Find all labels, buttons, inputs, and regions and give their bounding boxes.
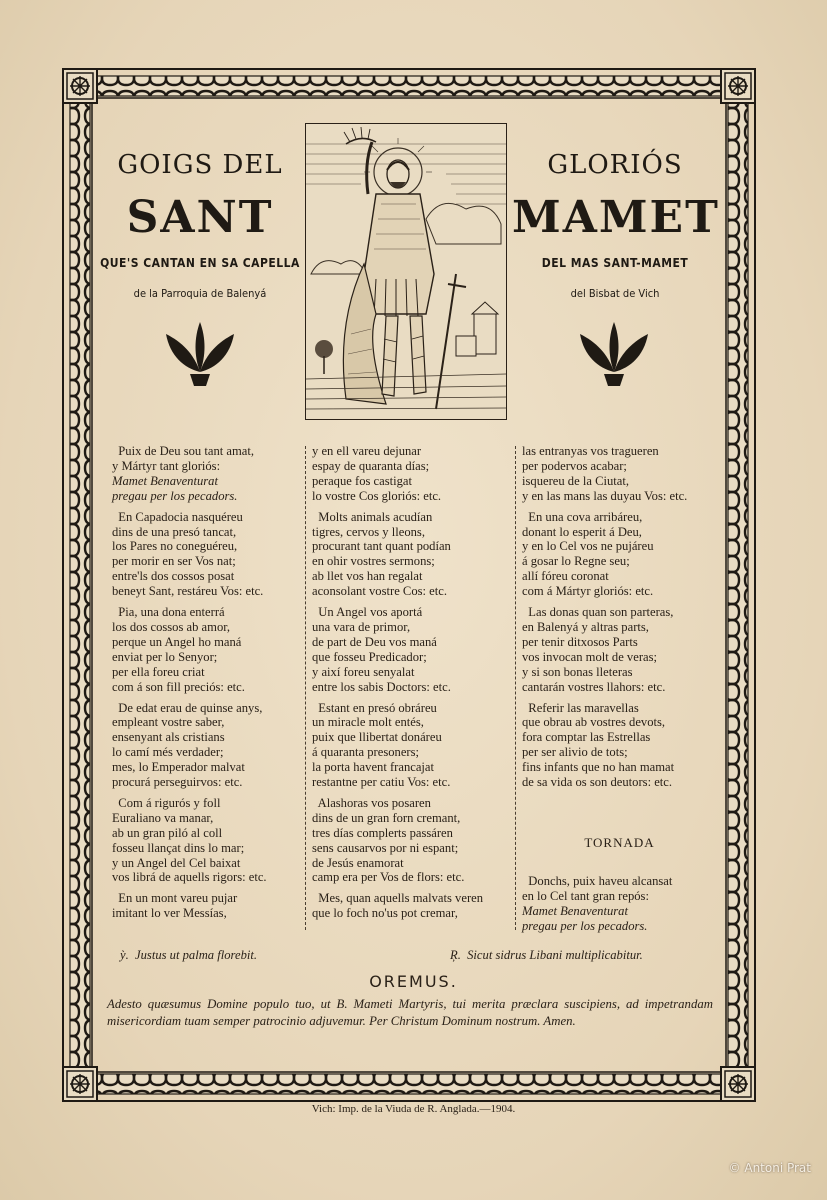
verse-line: fosseu llançat dins lo mar; — [112, 840, 245, 855]
verse-line: Molts animals acudían — [312, 509, 433, 524]
verse-line: Alashoras vos posaren — [312, 795, 431, 810]
verse-line: á gosar lo Regne seu; — [522, 554, 630, 569]
verse-line: que lo foch no'us pot cremar, — [312, 906, 458, 921]
verse-line: aconsolant vostre Cos: etc. — [312, 584, 448, 599]
verse-line: per podervos acabar; — [522, 458, 627, 473]
stanza — [522, 444, 717, 504]
verse-line: restantne per catiu Vos: etc. — [312, 775, 451, 790]
subtitle-bisbat: del Bisbat de Vich — [570, 287, 660, 300]
verse-line: en Balenyá y altras parts, — [522, 619, 649, 634]
verse-line: Puix de Deu sou tant amat, — [112, 444, 255, 458]
stanza — [522, 605, 717, 694]
prayer-text: Adesto quæsumus Domine populo tuo, ut B. Mameti Martyris, tui merita præclara suscipiens, ad impetrandam misericordiam tuam semper patrocinio adjuvemur. Per Christum Dominum nostrum. Amen. — [107, 997, 713, 1028]
verse-line: tres días complerts passáren — [312, 825, 453, 840]
verse-line: de sa vida os son deutors: etc. — [522, 775, 673, 790]
verse-line: Referir las maravellas — [522, 700, 639, 715]
stanza — [522, 510, 717, 599]
verse-line: que fosseu Predicador; — [312, 649, 427, 664]
verse-line: enviat per lo Senyor; — [112, 649, 218, 664]
verse-line: entre los sabis Doctors: etc. — [312, 679, 451, 694]
verse-line: los dos cossos ab amor, — [112, 619, 231, 634]
subtitle-parish: de la Parroquia de Balenyá — [133, 287, 267, 300]
verse-column-3 — [522, 444, 717, 796]
verse-line: mes, lo Emperador malvat — [112, 760, 245, 775]
verse-line: Pia, una dona enterrá — [112, 605, 225, 620]
stanza — [112, 605, 307, 694]
verse-line: ensenyant als cristians — [112, 730, 225, 745]
verse-line: pregau per los pecadors. — [112, 488, 238, 503]
verse-column-2 — [312, 444, 512, 927]
verse-line: sens causarvos por ni espant; — [312, 840, 459, 855]
verse-line: per ella foreu criat — [112, 664, 205, 679]
verse-line: cantarán vostres llahors: etc. — [522, 679, 666, 694]
verse-line: y en lo Cel vos ne pujáreu — [522, 539, 654, 554]
verse-line: En Capadocia nasquéreu — [112, 509, 243, 524]
verse-line: de Jesús enamorat — [312, 855, 404, 870]
stanza — [312, 444, 512, 504]
column-divider — [515, 446, 516, 930]
verse-line: Las donas quan son parteras, — [522, 605, 674, 620]
verse-line: y així foreu senyalat — [312, 664, 415, 679]
verse-line: ab llet vos han regalat — [312, 569, 423, 584]
verse-line: y un Angel del Cel baixat — [112, 855, 241, 870]
verse-line: entre'ls dos cossos posat — [112, 569, 235, 584]
verse-line: de part de Deu vos maná — [312, 634, 437, 649]
verse-line: Euraliano va manar, — [112, 810, 214, 825]
stanza — [112, 444, 307, 504]
title-mamet: MAMET — [512, 192, 720, 243]
verse-line: perque un Angel ho maná — [112, 634, 242, 649]
verse-line: una vara de primor, — [312, 619, 411, 634]
verse-line: empleant vostre saber, — [112, 715, 225, 730]
oremus-heading: OREMUS. — [369, 972, 458, 991]
verse-line: un miracle molt entés, — [312, 715, 424, 730]
verse-line: vos invocan molt de veras; — [522, 649, 658, 664]
verse-line: De edat erau de quinse anys, — [112, 700, 263, 715]
response: Ŗ. Sicut sidrus Libani multiplicabitur. — [450, 948, 643, 962]
versicle: ỳ. Justus ut palma florebit. — [120, 948, 258, 962]
verse-line: donant lo esperit á Deu, — [522, 524, 642, 539]
verse-line: En una cova arribáreu, — [522, 509, 643, 524]
stanza — [312, 891, 512, 921]
verse-line: á quaranta presoners; — [312, 745, 419, 760]
tornada-line: Donchs, puix haveu alcansat — [522, 874, 673, 888]
saint-mamet-engraving — [305, 123, 507, 420]
column-divider — [305, 446, 306, 930]
subtitle-mas: DEL MAS SANT-MAMET — [541, 256, 689, 270]
stanza — [312, 701, 512, 790]
stanza — [112, 796, 307, 885]
verse-line: espay de quaranta días; — [312, 458, 430, 473]
printer-imprint: Vich: Imp. de la Viuda de R. Anglada.—1904. — [311, 1103, 516, 1115]
verse-line: y en las mans las duyau Vos: etc. — [522, 488, 688, 503]
stanza — [312, 796, 512, 885]
verse-line: com á Mártyr gloriós: etc. — [522, 584, 654, 599]
verse-line: las entranyas vos tragueren — [522, 444, 659, 458]
verse-line: Com á rigurós y foll — [112, 795, 221, 810]
verse-line: lo camí més verdader; — [112, 745, 224, 760]
verse-line: per tenir ditxosos Parts — [522, 634, 638, 649]
verse-line: imitant lo ver Messías, — [112, 906, 227, 921]
verse-line: Mes, quan aquells malvats veren — [312, 891, 484, 906]
verse-line: fora comptar las Estrellas — [522, 730, 651, 745]
verse-line: dins de un gran forn cremant, — [312, 810, 461, 825]
verse-line: procurá perseguirvos: etc. — [112, 775, 243, 790]
verse-line: los Pares no coneguéreu, — [112, 539, 238, 554]
verse-line: allí fóreu coronat — [522, 569, 609, 584]
verse-line: camp era per Vos de flors: etc. — [312, 870, 465, 885]
title-glorios: GLORIÓS — [547, 150, 683, 180]
verse-line: y Mártyr tant gloriós: — [112, 458, 221, 473]
copyright-watermark: © Antoni Prat — [728, 1161, 811, 1175]
stanza — [522, 701, 717, 790]
verse-line: Mamet Benaventurat — [112, 473, 218, 488]
verse-line: Un Angel vos aportá — [312, 605, 423, 620]
verse-line: En un mont vareu pujar — [112, 891, 238, 906]
verse-column-1 — [112, 444, 307, 927]
stanza — [112, 701, 307, 790]
verse-line: fins infants que no han mamat — [522, 760, 675, 775]
verse-line: beneyt Sant, restáreu Vos: etc. — [112, 584, 264, 599]
verse-line: la porta havent francajat — [312, 760, 435, 775]
verse-line: que obrau ab vostres devots, — [522, 715, 666, 730]
stanza — [112, 891, 307, 921]
verse-line: ab un gran piló al coll — [112, 825, 223, 840]
verse-line: procurant tant quant podían — [312, 539, 451, 554]
verse-line: per ser alivio de tots; — [522, 745, 628, 760]
tornada-line: Mamet Benaventurat — [522, 903, 628, 918]
verse-line: per morir en ser Vos nat; — [112, 554, 236, 569]
tornada-line: en lo Cel tant gran repós: — [522, 888, 649, 903]
palm-leaves-icon — [578, 320, 650, 392]
verse-line: y si son bonas lleteras — [522, 664, 633, 679]
verse-line: dins de una presó tancat, — [112, 524, 237, 539]
verse-line: lo vostre Cos gloriós: etc. — [312, 488, 442, 503]
verse-line: en ohir vostres sermons; — [312, 554, 435, 569]
verse-line: y en ell vareu dejunar — [312, 444, 422, 458]
tornada-heading: TORNADA — [584, 835, 655, 850]
palm-leaves-icon — [164, 320, 236, 392]
verse-line: Estant en presó obráreu — [312, 700, 437, 715]
stanza — [312, 510, 512, 599]
tornada-verse — [522, 874, 717, 934]
verse-line: peraque fos castigat — [312, 473, 413, 488]
verse-line: isquereu de la Ciutat, — [522, 473, 630, 488]
verse-line: tigres, cervos y lleons, — [312, 524, 425, 539]
tornada-line: pregau per los pecadors. — [522, 918, 648, 933]
verse-line: vos librá de aquells rigors: etc. — [112, 870, 267, 885]
title-goigs-del: GOIGS DEL — [117, 150, 283, 180]
stanza — [312, 605, 512, 694]
stanza — [112, 510, 307, 599]
verse-line: puix que llibertat donáreu — [312, 730, 442, 745]
title-sant: SANT — [126, 192, 274, 243]
verse-line: com á son fill preciós: etc. — [112, 679, 245, 694]
subtitle-chapel: QUE'S CANTAN EN SA CAPELLA — [100, 256, 300, 270]
